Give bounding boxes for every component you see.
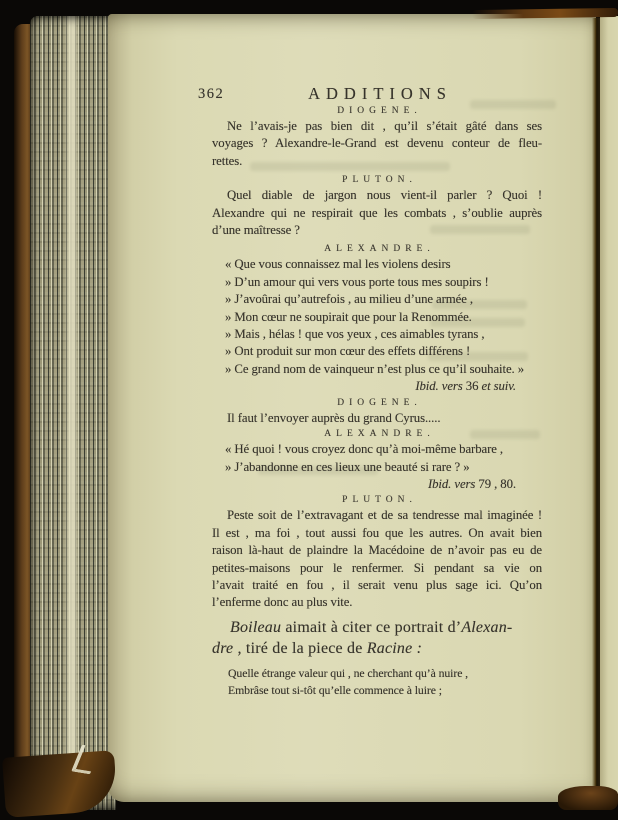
author-name: Racine :: [366, 640, 423, 658]
body-line: Peste soit de l’extravagant et de sa tendresse mal imaginée !: [227, 508, 542, 523]
body-line: raison là-haut de plaindre la Macédoine de n’avoir pas eu de: [212, 543, 542, 558]
citation-verse-numbers: 79 , 80.: [478, 476, 516, 491]
speaker-heading: ALEXANDRE.: [324, 429, 435, 440]
verse-line: » D’un amour qui vers vous porte tous mes soupirs !: [225, 274, 489, 289]
page-title: ADDITIONS: [308, 84, 452, 103]
body-line: l’enferme donc au plus vite.: [212, 595, 353, 610]
speaker-heading: DIOGENE.: [337, 397, 422, 408]
body-line: rettes.: [212, 153, 243, 168]
facing-page-edge: [600, 16, 618, 794]
commentary-line: [212, 638, 542, 660]
commentary-line: [212, 617, 542, 639]
body-line: voyages ? Alexandre-le-Grand est devenu conteur de fleu-: [212, 136, 542, 151]
verse-line: « Hé quoi ! vous croyez donc qu’à moi-même barbare ,: [225, 442, 504, 457]
body-line: petites-maisons pour le renfermer. Si pendant sa vie on: [212, 560, 542, 575]
quoted-verse-line: Quelle étrange valeur qui , ne cherchant qu’à nuire ,: [228, 665, 469, 680]
speaker-heading: PLUTON.: [342, 175, 417, 186]
body-line: Il faut l’envoyer auprès du grand Cyrus.....: [227, 410, 441, 425]
leather-corner-bottom-right: [558, 786, 618, 810]
citation-ibid: Ibid. vers: [415, 379, 466, 394]
commentary-text: aimait à citer ce portrait d’: [281, 618, 462, 636]
citation-ibid: Ibid. vers: [427, 476, 479, 491]
commentary-text: tiré de la piece de: [241, 640, 367, 658]
text-column: [198, 84, 542, 700]
character-name: dre ,: [212, 640, 242, 658]
verse-line: » J’avoûrai qu’autrefois , au milieu d’une armée ,: [225, 292, 474, 307]
citation-verse-numbers: 36: [465, 379, 479, 394]
verse-line: « Que vous connaissez mal les violens desirs: [225, 257, 451, 272]
running-header: [198, 84, 542, 104]
citation-line: [212, 378, 542, 395]
verse-line: » Ce grand nom de vainqueur n’est plus ce qu’il souhaite. »: [225, 361, 525, 376]
character-name: Alexan-: [461, 618, 513, 636]
page-number: 362: [198, 86, 225, 102]
body-line: l’avait traité en fou , il serait venu plus sage ici. Qu’on: [212, 577, 542, 592]
citation-line: [212, 476, 542, 493]
body-line: d’une maîtresse ?: [212, 223, 300, 238]
citation-suffix: et suiv.: [478, 379, 516, 394]
body-line: Alexandre qui ne respirait que les combats , s’oublie auprès: [212, 205, 542, 220]
body-line: Quel diable de jargon nous vient-il parler ? Quoi !: [227, 188, 542, 203]
quoted-verse-line: Embrâse tout si-tôt qu’elle commence à luire ;: [228, 683, 442, 698]
speaker-heading: DIOGENE.: [337, 106, 422, 116]
body-line: Il est , ma foi , tout aussi fou que les autres. On avait bien: [212, 525, 542, 540]
author-name: Boileau: [230, 618, 282, 636]
verse-line: » Mon cœur ne soupirait que pour la Renommée.: [225, 309, 472, 324]
verse-line: » Mais , hélas ! que vos yeux , ces aimables tyrans ,: [225, 327, 485, 342]
verse-line: » J’abandonne en ces lieux une beauté si rare ? »: [225, 459, 470, 474]
book-page: [108, 14, 596, 802]
verse-line: » Ont produit sur mon cœur des effets différens !: [225, 344, 471, 359]
body-line: Ne l’avais-je pas bien dit , qu’il s’était gâté dans ses: [227, 119, 542, 133]
speaker-heading: ALEXANDRE.: [324, 244, 435, 255]
page-edges-fan: [30, 16, 116, 810]
book-gutter-fold: [592, 18, 600, 794]
speaker-heading: PLUTON.: [342, 495, 417, 506]
